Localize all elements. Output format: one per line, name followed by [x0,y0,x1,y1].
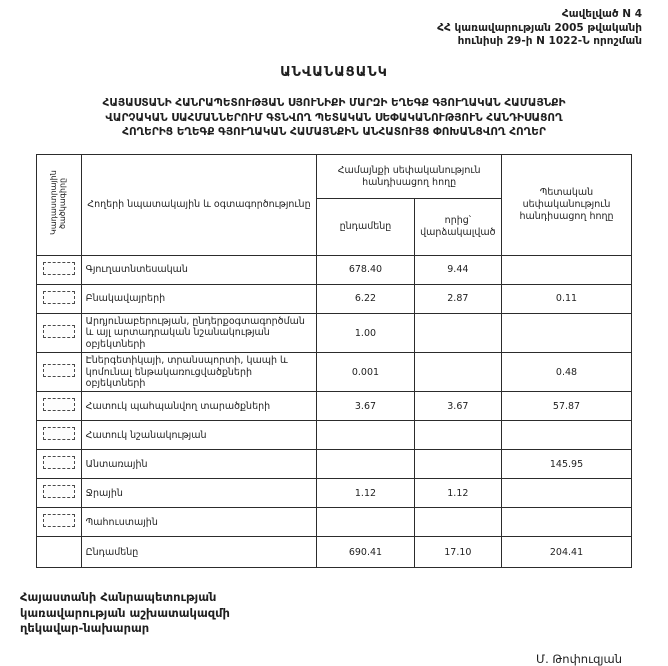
land-transfer-table [36,154,632,568]
signatory-title-line: կառավարության աշխատակազմի [20,605,230,620]
code-cell [37,479,82,508]
state-value-cell: 204.41 [502,537,632,568]
total-value-cell: 678.40 [317,255,414,284]
table-row [37,508,632,537]
land-type-cell: Հատուկ պահպանվող տարածքների [81,392,317,421]
leased-value-cell: 17.10 [414,537,501,568]
code-cell [37,421,82,450]
code-cell [37,508,82,537]
code-box [43,262,75,275]
leased-value-cell: 3.67 [414,392,501,421]
total-value-cell: 690.41 [317,537,414,568]
total-value-cell: 1.00 [317,313,414,352]
total-value-cell: 1.12 [317,479,414,508]
leased-value-cell [414,313,501,352]
appendix-line: ՀՀ կառավարության 2005 թվականի [437,21,642,34]
code-box [43,427,75,440]
leased-value-cell [414,450,501,479]
state-value-cell [502,479,632,508]
subtitle-line: ՎԱՐՉԱԿԱՆ ՍԱՀՄԱՆՆԵՐՈՒՄ ԳՏՆՎՈՂ ՊԵՏԱԿԱՆ ՍԵՓԱԿԱՆՈՒԹՅՈՒՆ ՀԱՆԴԻՍԱՑՈՂ [105,111,563,124]
state-value-cell: 0.48 [502,353,632,392]
table-row [37,353,632,392]
signatory-title [20,590,230,637]
appendix-header [16,8,652,49]
table-row [37,479,632,508]
code-cell [37,353,82,392]
total-label-cell: Ընդամենը [81,537,317,568]
land-type-cell: Պահուստային [81,508,317,537]
column-header-code [37,154,82,255]
document-subtitle [16,96,652,140]
land-type-cell: Հատուկ նշանակության [81,421,317,450]
column-header-community-group: Համայնքի սեփականություն հանդիսացող հողը [317,154,502,198]
leased-value-cell [414,421,501,450]
code-box [43,398,75,411]
subtitle-line: ՀԱՅԱՍՏԱՆԻ ՀԱՆՐԱՊԵՏՈՒԹՅԱՆ ՍՅՈՒՆԻՔԻ ՄԱՐԶԻ ԵՂԵԳՔ ԳՅՈՒՂԱԿԱՆ ՀԱՄԱՅՆՔԻ [102,96,566,109]
code-box [43,325,75,338]
column-header-total: ընդամենը [317,199,414,256]
state-value-cell [502,421,632,450]
table-row [37,421,632,450]
leased-value-cell: 9.44 [414,255,501,284]
land-type-cell: Գյուղատնտեսական [81,255,317,284]
total-value-cell [317,421,414,450]
land-type-cell: Էներգետիկայի, տրանսպորտի, կապի և կոմունալ ենթակառուցվածքների օբյեկտների [81,353,317,392]
table-total-row [37,537,632,568]
table-row [37,284,632,313]
state-value-cell: 0.11 [502,284,632,313]
document-footer [16,590,652,666]
column-header-code-label: Կադաստրային ծածկագիրը [49,170,67,236]
code-box [43,456,75,469]
code-cell [37,255,82,284]
column-header-leased: որից՝ վարձակալված [414,199,501,256]
code-cell [37,313,82,352]
leased-value-cell: 1.12 [414,479,501,508]
state-value-cell [502,508,632,537]
code-box [43,364,75,377]
subtitle-line: ՀՈՂԵՐԻՑ ԵՂԵԳՔ ԳՅՈՒՂԱԿԱՆ ՀԱՄԱՅՆՔԻՆ ԱՆՀԱՏՈՒՅՑ ՓՈԽԱՆՑՎՈՂ ՀՈՂԵՐ [122,126,546,139]
code-cell-empty [37,537,82,568]
leased-value-cell: 2.87 [414,284,501,313]
code-cell [37,284,82,313]
state-value-cell [502,255,632,284]
appendix-line: Հավելված N 4 [561,8,642,20]
table-header-row-1 [37,154,632,198]
table-row [37,450,632,479]
table-row [37,313,632,352]
land-type-cell: Արդյունաբերության, ընդերքօգտագործման և այլ արտադրական նշանակության օբյեկտների [81,313,317,352]
page-title: ԱՆՎԱՆԱՑԱՆԿ [280,64,388,80]
column-header-state: Պետական սեփականություն հանդիսացող հողը [502,154,632,255]
table-row [37,255,632,284]
signatory-title-line: Հայաստանի Հանրապետության [20,590,217,605]
land-type-cell: Ջրային [81,479,317,508]
signatory-name: Մ. Թոփուզյան [536,652,622,666]
leased-value-cell [414,353,501,392]
total-value-cell [317,508,414,537]
total-value-cell: 6.22 [317,284,414,313]
table-row [37,392,632,421]
column-header-land-use: Հողերի նպատակային և օգտագործությունը [81,154,317,255]
code-cell [37,392,82,421]
appendix-line: հունիսի 29-ի N 1022-Ն որոշման [457,35,642,48]
code-cell [37,450,82,479]
state-value-cell: 145.95 [502,450,632,479]
signatory-title-line: ղեկավար-նախարար [20,621,150,636]
state-value-cell [502,313,632,352]
code-box [43,291,75,304]
total-value-cell: 3.67 [317,392,414,421]
total-value-cell [317,450,414,479]
state-value-cell: 57.87 [502,392,632,421]
code-box [43,485,75,498]
total-value-cell: 0.001 [317,353,414,392]
land-type-cell: Բնակավայրերի [81,284,317,313]
code-box [43,514,75,527]
land-type-cell: Անտառային [81,450,317,479]
leased-value-cell [414,508,501,537]
